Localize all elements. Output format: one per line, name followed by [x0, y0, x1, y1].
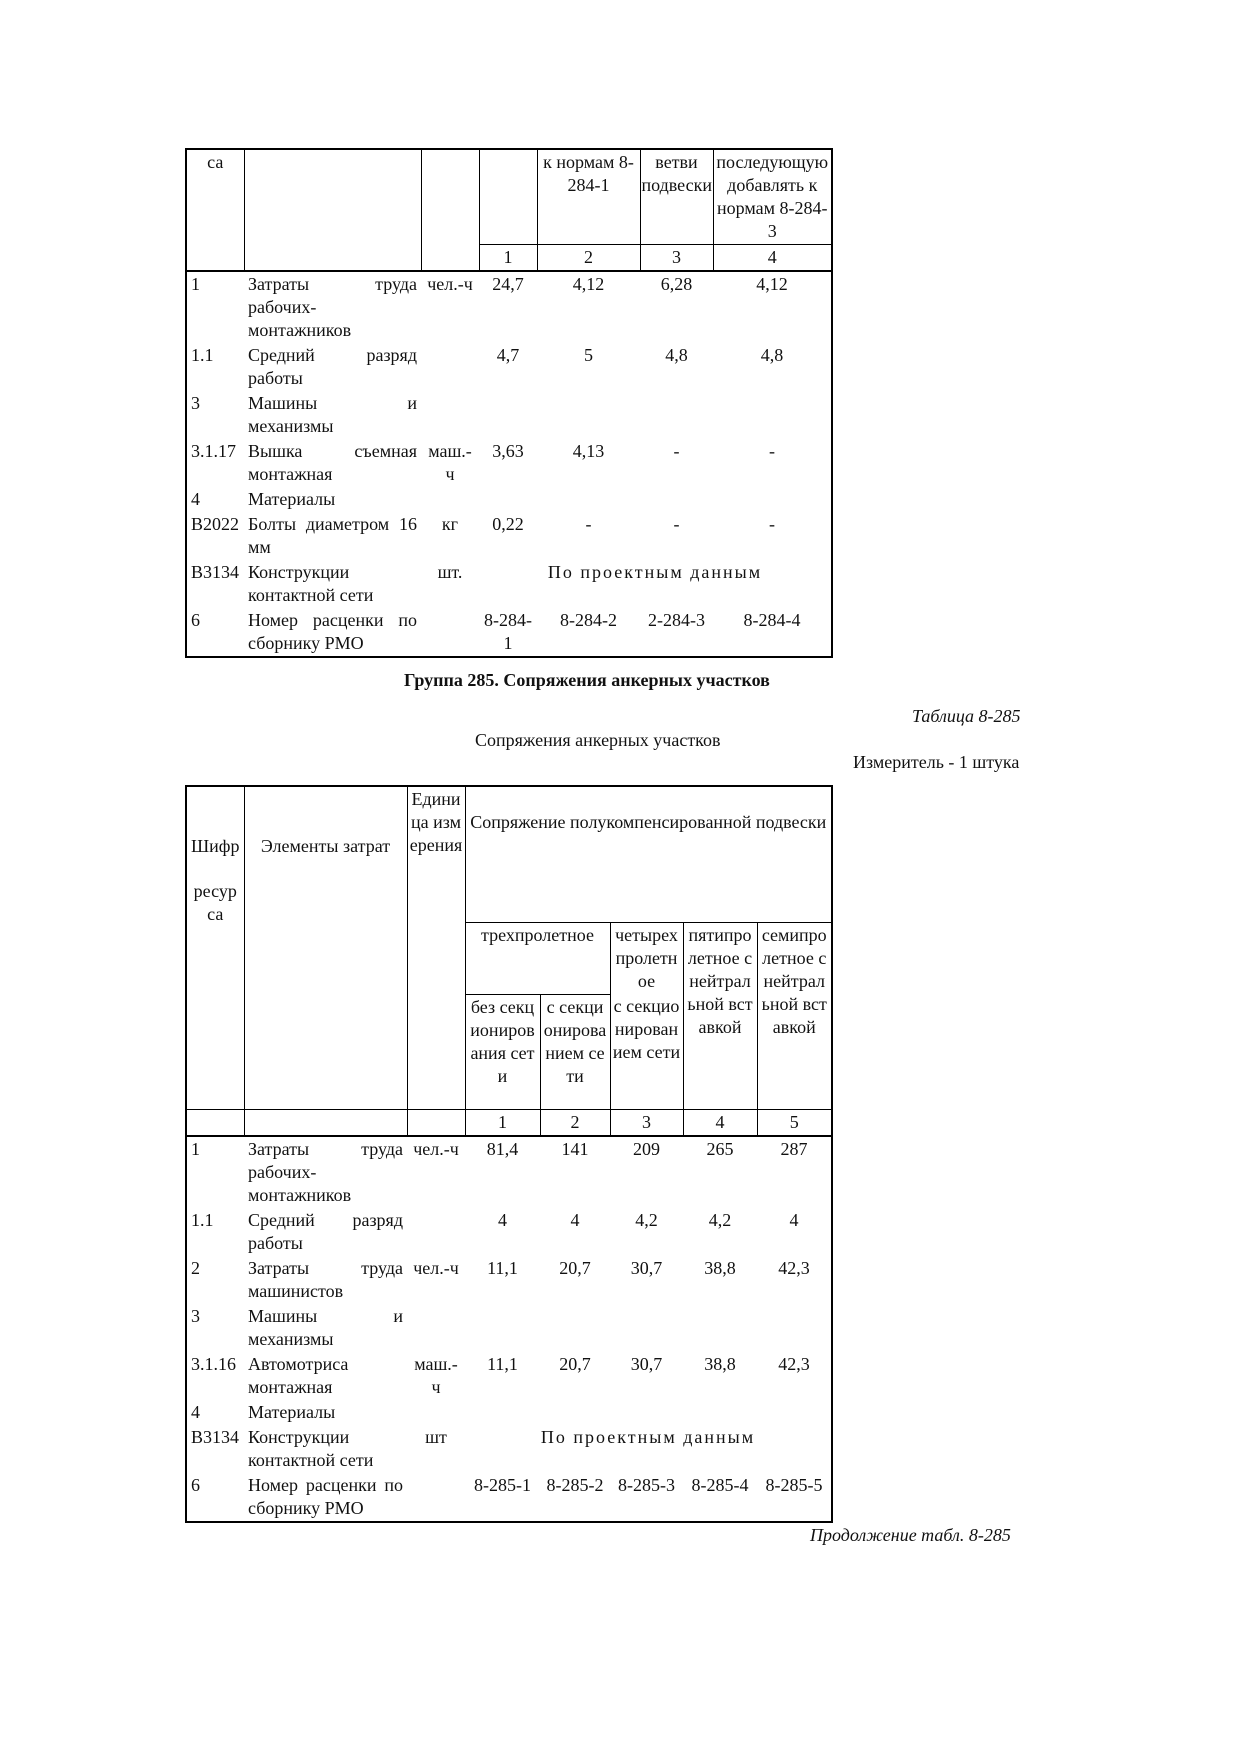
table-row — [186, 1136, 832, 1208]
row-value: 3,63 — [492, 441, 524, 461]
row-value: 38,8 — [704, 1257, 736, 1278]
table-row — [186, 1400, 832, 1425]
row-value — [757, 1304, 832, 1352]
rate-number: 2-284-3 — [640, 608, 713, 657]
code-header — [186, 786, 244, 1109]
table2-header-row — [186, 786, 832, 923]
row-code: В2022 — [186, 512, 244, 560]
table2-number-row — [186, 1109, 832, 1136]
row-code: 3.1.17 — [186, 439, 244, 487]
table-row — [186, 1304, 832, 1352]
row-value: 11,1 — [487, 1353, 518, 1374]
table1-header-code: са — [186, 149, 244, 245]
row-value: 4,13 — [572, 441, 605, 461]
row-value: 20,7 — [559, 1257, 591, 1278]
col-number: 1 — [465, 1109, 540, 1136]
row-value: 287 — [757, 1136, 832, 1208]
row-value — [610, 1304, 683, 1352]
table-row — [186, 560, 832, 608]
row-unit: маш.-ч — [428, 441, 472, 484]
seven-span-header: семипролетное с нейтральной вставкой — [757, 923, 832, 1110]
row-unit: шт — [425, 1426, 447, 1447]
col-number: 2 — [540, 1109, 610, 1136]
row-unit: маш.-ч — [414, 1353, 458, 1397]
rate-number: 8-285-3 — [610, 1473, 683, 1522]
row-value — [610, 1400, 683, 1425]
row-value: 20,7 — [559, 1353, 591, 1374]
row-name: Средний разряд работы — [248, 345, 417, 388]
row-value: - — [713, 439, 832, 487]
row-value: - — [713, 512, 832, 560]
row-value: 30,7 — [630, 1257, 663, 1278]
row-unit — [421, 487, 479, 512]
row-name: Конструкции контактной сети — [248, 562, 374, 605]
three-span-header: трехпролетное — [465, 923, 610, 995]
row-value: 6,28 — [660, 274, 693, 294]
col-number: 1 — [479, 245, 537, 272]
row-unit: чел.-ч — [413, 1257, 459, 1278]
row-name: Номер расценки по сборнику РМО — [244, 1473, 407, 1522]
col-number: 3 — [640, 245, 713, 272]
row-value: 38,8 — [704, 1353, 736, 1374]
row-value — [537, 391, 640, 439]
table-row — [186, 343, 832, 391]
table-row — [186, 1256, 832, 1304]
row-unit — [407, 1400, 465, 1425]
table-row — [186, 391, 832, 439]
table-row — [186, 271, 832, 343]
row-name: Затраты труда рабочих-монтажников — [248, 1138, 403, 1205]
row-value — [540, 1304, 610, 1352]
row-value — [640, 391, 713, 439]
design-data-note: По проектным данным — [479, 560, 832, 608]
table-row — [186, 1352, 832, 1400]
table-8-285 — [185, 785, 833, 1523]
table1-header-row — [186, 149, 832, 245]
code-header-bottom: ресурса — [193, 881, 237, 924]
row-value — [540, 1400, 610, 1425]
table-row — [186, 608, 832, 657]
row-name: Затраты труда машинистов — [248, 1257, 403, 1301]
row-value — [683, 1304, 757, 1352]
row-value: 4 — [757, 1208, 832, 1256]
table-row — [186, 1425, 832, 1473]
row-unit: шт. — [437, 562, 463, 582]
row-value — [537, 487, 640, 512]
row-value: 5 — [584, 345, 593, 365]
row-value: 30,7 — [630, 1353, 663, 1374]
row-value: - — [673, 514, 680, 534]
table1-header-col3: ветви подвески — [640, 149, 713, 245]
row-name: Материалы — [248, 1401, 336, 1422]
four-span-header: четырехпролетное — [610, 923, 683, 995]
measure-unit: Измеритель - 1 штука — [853, 752, 1020, 772]
col-number: 5 — [757, 1109, 832, 1136]
elements-header: Элементы затрат — [244, 786, 407, 1109]
table-8-284 — [185, 148, 833, 658]
row-code: 1.1 — [186, 1208, 244, 1256]
row-value: 4,8 — [665, 345, 688, 365]
row-name: Автомотриса монтажная — [248, 1353, 349, 1397]
row-value: 4,12 — [572, 274, 605, 294]
row-value — [465, 1400, 540, 1425]
five-span-header: пятипролетное с нейтральной вставкой — [683, 923, 757, 1110]
row-value: - — [585, 514, 592, 534]
row-name: Конструкции контактной сети — [248, 1426, 374, 1470]
row-code: В3134 — [186, 560, 244, 608]
row-value: 42,3 — [757, 1256, 832, 1304]
row-code: 2 — [186, 1256, 244, 1304]
row-code: 1.1 — [186, 343, 244, 391]
row-value: 4,8 — [713, 343, 832, 391]
rate-number: 8-284-1 — [479, 608, 537, 657]
table1-header-empty — [479, 149, 537, 245]
row-name: Вышка съемная монтажная — [248, 441, 417, 484]
row-value: 81,4 — [486, 1138, 519, 1159]
row-value: 0,22 — [492, 514, 524, 534]
row-value — [683, 1400, 757, 1425]
row-code: 3 — [186, 391, 244, 439]
row-name: Номер расценки по сборнику РМО — [244, 608, 421, 657]
row-unit: чел.-ч — [427, 274, 473, 294]
rate-number: 8-285-1 — [465, 1473, 540, 1522]
row-unit — [407, 1208, 465, 1256]
row-value: 42,3 — [757, 1352, 832, 1400]
row-code: 3 — [186, 1304, 244, 1352]
row-value: - — [673, 441, 680, 461]
design-data-note: По проектным данным — [465, 1425, 832, 1473]
row-value — [640, 487, 713, 512]
rate-number: 8-285-5 — [757, 1473, 832, 1522]
row-value: 24,7 — [492, 274, 524, 294]
table-row — [186, 1473, 832, 1522]
row-name: Материалы — [248, 489, 336, 509]
table-label: Таблица 8-285 — [912, 706, 1021, 726]
row-value: 209 — [633, 1138, 660, 1159]
rate-number: 8-285-4 — [683, 1473, 757, 1522]
row-value: 4 — [570, 1209, 580, 1230]
col-number: 2 — [537, 245, 640, 272]
table1-header-col4: последующую добавлять к нормам 8-284-3 — [713, 149, 832, 245]
row-value: 11,1 — [487, 1257, 518, 1278]
row-value — [479, 487, 537, 512]
row-value: 141 — [561, 1138, 589, 1159]
row-unit — [407, 1304, 465, 1352]
row-name: Машины и механизмы — [248, 393, 417, 436]
table-caption: Сопряжения анкерных участков — [475, 730, 721, 750]
continuation-label: Продолжение табл. 8-285 — [810, 1525, 1011, 1545]
row-name: Машины и механизмы — [248, 1305, 403, 1349]
rate-number: 8-284-4 — [713, 608, 832, 657]
row-value — [713, 487, 832, 512]
row-value — [465, 1304, 540, 1352]
table1-header-empty — [244, 149, 421, 245]
row-unit: чел.-ч — [413, 1138, 459, 1159]
rate-number: 8-284-2 — [537, 608, 640, 657]
table1-number-row — [186, 245, 832, 272]
row-unit — [421, 391, 479, 439]
no-sectioning-header: без секционирования сети — [465, 994, 540, 1109]
row-value: 4,7 — [496, 345, 520, 365]
group-title: Группа 285. Сопряжения анкерных участков — [404, 670, 770, 690]
row-name: Средний разряд работы — [248, 1209, 403, 1253]
row-value: 265 — [706, 1138, 734, 1159]
table1-header-empty — [421, 149, 479, 245]
col-number: 4 — [713, 245, 832, 272]
row-unit — [421, 343, 479, 391]
row-unit: кг — [441, 514, 459, 534]
group-header: Сопряжение полукомпенсированной подвески — [465, 786, 832, 923]
unit-header: Единица измерения — [407, 786, 465, 1109]
code-header-top: Шифр — [191, 836, 240, 856]
row-code: 4 — [186, 487, 244, 512]
row-code: В3134 — [186, 1425, 244, 1473]
table-row — [186, 512, 832, 560]
row-value — [757, 1400, 832, 1425]
table1-header-col2: к нормам 8-284-1 — [537, 149, 640, 245]
with-sectioning-header: с секционированием сети — [540, 994, 610, 1109]
table-row — [186, 487, 832, 512]
row-value: 4,2 — [635, 1209, 658, 1230]
row-value: 4 — [498, 1209, 507, 1230]
with-sectioning-header: с секционированием сети — [610, 994, 683, 1109]
col-number: 3 — [610, 1109, 683, 1136]
row-value: 4,2 — [708, 1209, 732, 1230]
rate-number: 8-285-2 — [540, 1473, 610, 1522]
row-name: Болты диаметром 16 мм — [248, 514, 417, 557]
col-number: 4 — [683, 1109, 757, 1136]
row-code: 4 — [186, 1400, 244, 1425]
row-code: 3.1.16 — [186, 1352, 244, 1400]
row-code: 6 — [186, 608, 244, 657]
table-row — [186, 1208, 832, 1256]
row-value — [713, 391, 832, 439]
row-value: 4,12 — [713, 271, 832, 343]
table-row — [186, 439, 832, 487]
row-value — [479, 391, 537, 439]
row-code: 6 — [186, 1473, 244, 1522]
row-name: Затраты труда рабочих-монтажников — [248, 274, 417, 340]
row-code: 1 — [186, 271, 244, 343]
row-code: 1 — [186, 1136, 244, 1208]
